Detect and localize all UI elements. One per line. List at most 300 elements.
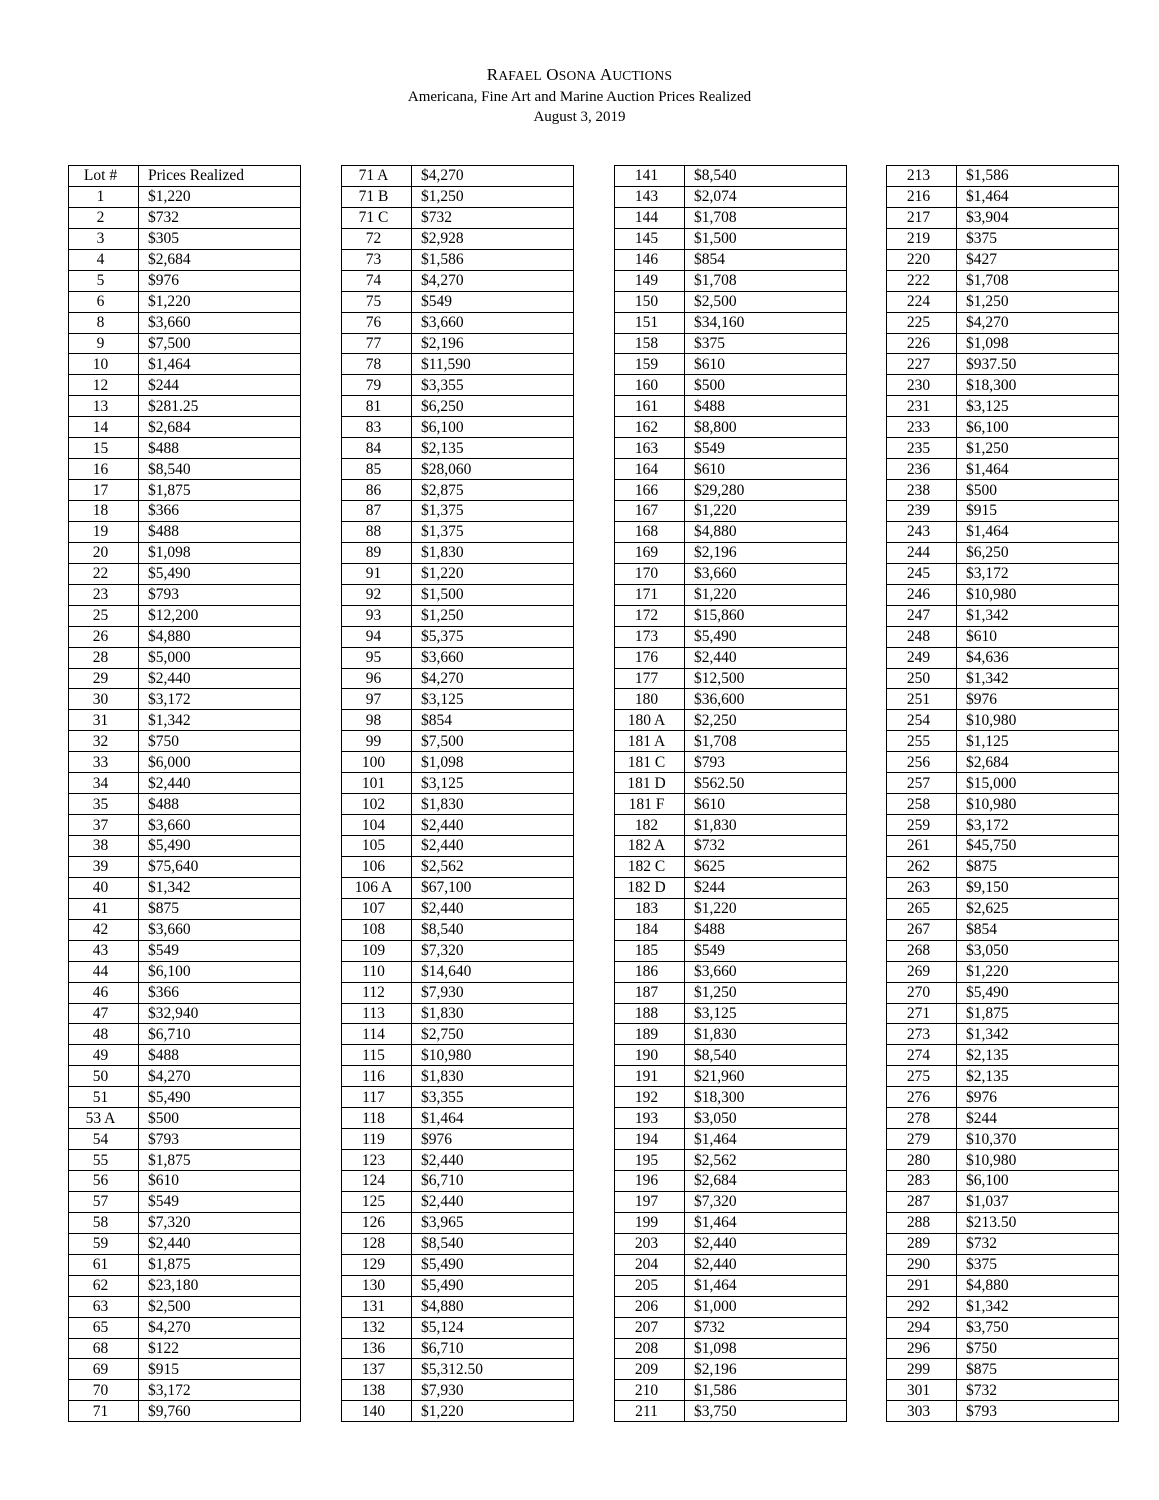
price-realized: $610 <box>685 354 847 375</box>
price-realized: $1,464 <box>957 521 1119 542</box>
table-row <box>69 333 301 354</box>
lot-number: 187 <box>615 982 685 1003</box>
lot-number: 63 <box>69 1296 139 1317</box>
price-realized: $4,636 <box>957 647 1119 668</box>
lot-number: 44 <box>69 961 139 982</box>
table-row <box>887 1003 1119 1024</box>
price-realized: $10,980 <box>957 794 1119 815</box>
table-row <box>342 1233 574 1254</box>
lot-number: 58 <box>69 1212 139 1233</box>
lot-number: 129 <box>342 1254 412 1275</box>
price-realized: $549 <box>139 1191 301 1212</box>
price-realized: $1,220 <box>412 563 574 584</box>
table-row <box>342 1024 574 1045</box>
price-realized: $3,050 <box>685 1108 847 1129</box>
price-realized: $3,660 <box>412 647 574 668</box>
price-realized: $1,342 <box>957 668 1119 689</box>
table-row <box>69 396 301 417</box>
lot-number: 119 <box>342 1129 412 1150</box>
price-realized: $2,928 <box>412 228 574 249</box>
lot-number: 117 <box>342 1087 412 1108</box>
lot-number: 96 <box>342 668 412 689</box>
price-realized: $2,440 <box>139 668 301 689</box>
price-realized: $5,124 <box>412 1317 574 1338</box>
table-row <box>615 773 847 794</box>
lot-number: 180 A <box>615 710 685 731</box>
lot-number: 183 <box>615 898 685 919</box>
table-row <box>887 207 1119 228</box>
lot-number: 49 <box>69 1045 139 1066</box>
table-row <box>69 1108 301 1129</box>
title-initial-2: O <box>546 65 559 84</box>
price-realized: $1,500 <box>412 584 574 605</box>
lot-number: 190 <box>615 1045 685 1066</box>
price-realized: $1,708 <box>685 207 847 228</box>
price-realized: $549 <box>685 940 847 961</box>
price-realized: $244 <box>685 877 847 898</box>
table-row <box>69 1191 301 1212</box>
price-realized: $1,342 <box>139 710 301 731</box>
price-realized: $3,660 <box>139 815 301 836</box>
table-row <box>615 270 847 291</box>
table-row <box>615 1003 847 1024</box>
table-row <box>342 438 574 459</box>
price-realized: $7,320 <box>412 940 574 961</box>
price-realized: $2,135 <box>412 438 574 459</box>
price-realized: $1,250 <box>412 186 574 207</box>
table-row <box>69 1024 301 1045</box>
lot-number: 184 <box>615 919 685 940</box>
table-row <box>69 898 301 919</box>
price-realized: $4,270 <box>957 312 1119 333</box>
price-realized: $976 <box>412 1129 574 1150</box>
lot-number: 137 <box>342 1359 412 1380</box>
lot-number: 141 <box>615 166 685 187</box>
table-row <box>69 1275 301 1296</box>
price-realized: $875 <box>139 898 301 919</box>
lot-number: 23 <box>69 584 139 605</box>
price-realized: $6,100 <box>957 1171 1119 1192</box>
table-row <box>342 521 574 542</box>
price-realized: $2,196 <box>685 542 847 563</box>
lot-number: 197 <box>615 1191 685 1212</box>
lot-number: 258 <box>887 794 957 815</box>
lot-number: 140 <box>342 1401 412 1422</box>
price-realized: $1,830 <box>412 794 574 815</box>
lot-number: 164 <box>615 459 685 480</box>
price-realized: $732 <box>685 1317 847 1338</box>
price-realized: $750 <box>139 731 301 752</box>
lot-number: 20 <box>69 542 139 563</box>
price-realized: $75,640 <box>139 856 301 877</box>
price-realized: $2,440 <box>412 898 574 919</box>
table-row <box>69 417 301 438</box>
lot-number: 98 <box>342 710 412 731</box>
lot-number: 303 <box>887 1401 957 1422</box>
table-row <box>342 207 574 228</box>
table-row <box>69 375 301 396</box>
table-row <box>887 166 1119 187</box>
lot-number: 108 <box>342 919 412 940</box>
table-row <box>615 1212 847 1233</box>
table-row <box>342 773 574 794</box>
lot-number: 247 <box>887 605 957 626</box>
lot-number: 244 <box>887 542 957 563</box>
lot-number: 287 <box>887 1191 957 1212</box>
table-row <box>615 1150 847 1171</box>
table-row <box>615 1401 847 1422</box>
table-row <box>615 794 847 815</box>
lot-header: Lot # <box>69 166 139 187</box>
title-rest-2: SONA <box>558 68 597 83</box>
lot-number: 34 <box>69 773 139 794</box>
price-realized: $5,490 <box>685 626 847 647</box>
price-realized: $488 <box>139 438 301 459</box>
table-row <box>342 291 574 312</box>
price-realized: $1,464 <box>957 459 1119 480</box>
lot-number: 217 <box>887 207 957 228</box>
lot-number: 251 <box>887 689 957 710</box>
price-realized: $2,625 <box>957 898 1119 919</box>
price-realized: $2,875 <box>412 480 574 501</box>
price-realized: $12,500 <box>685 668 847 689</box>
table-row <box>342 1108 574 1129</box>
price-realized: $2,250 <box>685 710 847 731</box>
lot-number: 29 <box>69 668 139 689</box>
price-realized: $875 <box>957 1359 1119 1380</box>
table-row <box>887 249 1119 270</box>
price-realized: $4,270 <box>412 668 574 689</box>
lot-number: 269 <box>887 961 957 982</box>
table-row <box>69 773 301 794</box>
table-row <box>69 961 301 982</box>
price-realized: $28,060 <box>412 459 574 480</box>
lot-number: 239 <box>887 501 957 522</box>
lot-number: 1 <box>69 186 139 207</box>
lot-number: 159 <box>615 354 685 375</box>
price-realized: $18,300 <box>685 1087 847 1108</box>
lot-number: 71 A <box>342 166 412 187</box>
price-realized: $6,100 <box>412 417 574 438</box>
price-realized: $1,098 <box>957 333 1119 354</box>
lot-number: 94 <box>342 626 412 647</box>
table-row <box>887 898 1119 919</box>
table-row <box>887 521 1119 542</box>
table-row <box>887 1401 1119 1422</box>
lot-number: 161 <box>615 396 685 417</box>
lot-number: 158 <box>615 333 685 354</box>
price-realized: $2,135 <box>957 1045 1119 1066</box>
price-realized: $5,490 <box>412 1275 574 1296</box>
lot-number: 109 <box>342 940 412 961</box>
table-row <box>887 605 1119 626</box>
table-row <box>342 1401 574 1422</box>
lot-number: 87 <box>342 501 412 522</box>
lot-number: 79 <box>342 375 412 396</box>
lot-number: 131 <box>342 1296 412 1317</box>
lot-number: 208 <box>615 1338 685 1359</box>
lot-number: 12 <box>69 375 139 396</box>
table-row <box>615 919 847 940</box>
table-row <box>69 940 301 961</box>
price-realized: $1,220 <box>139 291 301 312</box>
table-row <box>615 1233 847 1254</box>
lot-number: 207 <box>615 1317 685 1338</box>
table-row <box>887 856 1119 877</box>
price-realized: $2,440 <box>412 1191 574 1212</box>
table-row <box>887 940 1119 961</box>
table-row <box>342 542 574 563</box>
price-header: Prices Realized <box>139 166 301 187</box>
lot-number: 181 D <box>615 773 685 794</box>
table-row <box>615 1045 847 1066</box>
price-realized: $732 <box>957 1380 1119 1401</box>
price-realized: $1,250 <box>412 605 574 626</box>
lot-number: 199 <box>615 1212 685 1233</box>
table-row <box>887 1171 1119 1192</box>
price-realized: $2,684 <box>685 1171 847 1192</box>
price-realized: $1,220 <box>685 584 847 605</box>
lot-number: 32 <box>69 731 139 752</box>
table-row <box>887 1108 1119 1129</box>
price-realized: $5,000 <box>139 647 301 668</box>
lot-number: 163 <box>615 438 685 459</box>
lot-number: 101 <box>342 773 412 794</box>
table-row <box>69 752 301 773</box>
lot-number: 30 <box>69 689 139 710</box>
price-realized: $34,160 <box>685 312 847 333</box>
lot-number: 236 <box>887 459 957 480</box>
price-realized: $2,562 <box>412 856 574 877</box>
table-row <box>887 1066 1119 1087</box>
lot-number: 61 <box>69 1254 139 1275</box>
lot-number: 73 <box>342 249 412 270</box>
lot-number: 151 <box>615 312 685 333</box>
lot-number: 162 <box>615 417 685 438</box>
table-row <box>615 312 847 333</box>
table-row <box>69 1066 301 1087</box>
price-realized: $1,125 <box>957 731 1119 752</box>
table-row <box>615 961 847 982</box>
price-realized: $8,540 <box>412 1233 574 1254</box>
price-realized: $1,586 <box>957 166 1119 187</box>
price-realized: $45,750 <box>957 836 1119 857</box>
lot-number: 301 <box>887 1380 957 1401</box>
lot-number: 150 <box>615 291 685 312</box>
price-realized: $4,270 <box>412 270 574 291</box>
table-row <box>887 1275 1119 1296</box>
price-realized: $6,250 <box>957 542 1119 563</box>
table-row <box>342 501 574 522</box>
table-row <box>69 1380 301 1401</box>
lot-number: 226 <box>887 333 957 354</box>
lot-number: 106 <box>342 856 412 877</box>
lot-number: 40 <box>69 877 139 898</box>
table-row <box>342 375 574 396</box>
price-realized: $3,355 <box>412 1087 574 1108</box>
table-row <box>342 166 574 187</box>
price-realized: $1,375 <box>412 521 574 542</box>
table-row <box>342 1045 574 1066</box>
lot-number: 245 <box>887 563 957 584</box>
lot-number: 149 <box>615 270 685 291</box>
table-row <box>887 291 1119 312</box>
lot-number: 138 <box>342 1380 412 1401</box>
table-row <box>615 396 847 417</box>
price-realized: $15,000 <box>957 773 1119 794</box>
table-row <box>615 668 847 689</box>
table-row <box>342 647 574 668</box>
price-realized: $3,660 <box>139 919 301 940</box>
lot-number: 181 A <box>615 731 685 752</box>
table-row <box>615 438 847 459</box>
table-row <box>887 1296 1119 1317</box>
price-realized: $5,490 <box>139 1087 301 1108</box>
table-row <box>342 1003 574 1024</box>
table-row <box>887 1087 1119 1108</box>
lot-number: 113 <box>342 1003 412 1024</box>
price-realized: $915 <box>957 501 1119 522</box>
table-row <box>69 982 301 1003</box>
table-row <box>615 501 847 522</box>
lot-number: 274 <box>887 1045 957 1066</box>
table-row <box>615 354 847 375</box>
price-realized: $366 <box>139 501 301 522</box>
lot-number: 216 <box>887 186 957 207</box>
table-row <box>615 877 847 898</box>
price-realized: $3,355 <box>412 375 574 396</box>
lot-number: 171 <box>615 584 685 605</box>
price-realized: $500 <box>685 375 847 396</box>
title-initial-3: A <box>599 65 613 84</box>
price-realized: $1,464 <box>957 186 1119 207</box>
price-realized: $2,562 <box>685 1150 847 1171</box>
price-realized: $1,464 <box>685 1275 847 1296</box>
price-realized: $3,750 <box>957 1317 1119 1338</box>
lot-number: 248 <box>887 626 957 647</box>
table-header-row <box>69 166 301 187</box>
lot-number: 145 <box>615 228 685 249</box>
lot-number: 230 <box>887 375 957 396</box>
prices-table-col-1 <box>68 165 301 1422</box>
table-row <box>887 1212 1119 1233</box>
table-row <box>69 1003 301 1024</box>
table-row <box>887 584 1119 605</box>
table-row <box>342 919 574 940</box>
table-row <box>615 1296 847 1317</box>
table-row <box>342 396 574 417</box>
table-row <box>887 1359 1119 1380</box>
price-realized: $549 <box>412 291 574 312</box>
lot-number: 213 <box>887 166 957 187</box>
table-row <box>69 1338 301 1359</box>
lot-number: 276 <box>887 1087 957 1108</box>
lot-number: 13 <box>69 396 139 417</box>
price-realized: $8,540 <box>685 1045 847 1066</box>
table-row <box>69 919 301 940</box>
table-row <box>69 270 301 291</box>
table-row <box>887 438 1119 459</box>
lot-number: 185 <box>615 940 685 961</box>
lot-number: 5 <box>69 270 139 291</box>
table-row <box>342 1317 574 1338</box>
table-row <box>69 249 301 270</box>
price-realized: $281.25 <box>139 396 301 417</box>
price-realized: $1,586 <box>412 249 574 270</box>
lot-number: 70 <box>69 1380 139 1401</box>
lot-number: 51 <box>69 1087 139 1108</box>
table-row <box>342 228 574 249</box>
table-row <box>887 689 1119 710</box>
lot-number: 225 <box>887 312 957 333</box>
price-realized: $5,490 <box>412 1254 574 1275</box>
lot-number: 256 <box>887 752 957 773</box>
price-realized: $2,440 <box>685 1233 847 1254</box>
lot-number: 210 <box>615 1380 685 1401</box>
lot-number: 37 <box>69 815 139 836</box>
price-realized: $1,250 <box>957 438 1119 459</box>
prices-table-col-2 <box>341 165 574 1422</box>
price-realized: $7,500 <box>412 731 574 752</box>
table-row <box>887 1191 1119 1212</box>
lot-number: 278 <box>887 1108 957 1129</box>
table-row <box>887 961 1119 982</box>
price-realized: $1,830 <box>412 542 574 563</box>
price-realized: $549 <box>685 438 847 459</box>
price-realized: $2,500 <box>139 1296 301 1317</box>
lot-number: 192 <box>615 1087 685 1108</box>
lot-number: 10 <box>69 354 139 375</box>
lot-number: 85 <box>342 459 412 480</box>
price-realized: $14,640 <box>412 961 574 982</box>
table-row <box>615 291 847 312</box>
price-realized: $3,050 <box>957 940 1119 961</box>
lot-number: 46 <box>69 982 139 1003</box>
lot-number: 55 <box>69 1150 139 1171</box>
lot-number: 291 <box>887 1275 957 1296</box>
table-row <box>615 605 847 626</box>
lot-number: 194 <box>615 1129 685 1150</box>
lot-number: 280 <box>887 1150 957 1171</box>
lot-number: 41 <box>69 898 139 919</box>
lot-number: 112 <box>342 982 412 1003</box>
price-realized: $3,125 <box>412 689 574 710</box>
price-realized: $1,220 <box>685 898 847 919</box>
price-realized: $9,760 <box>139 1401 301 1422</box>
price-realized: $1,342 <box>957 1296 1119 1317</box>
price-realized: $6,250 <box>412 396 574 417</box>
price-realized: $1,875 <box>139 480 301 501</box>
lot-number: 289 <box>887 1233 957 1254</box>
table-row <box>887 354 1119 375</box>
price-realized: $1,464 <box>685 1212 847 1233</box>
table-row <box>887 1317 1119 1338</box>
lot-number: 22 <box>69 563 139 584</box>
price-realized: $10,980 <box>412 1045 574 1066</box>
price-realized: $2,440 <box>685 1254 847 1275</box>
lot-number: 72 <box>342 228 412 249</box>
price-realized: $2,750 <box>412 1024 574 1045</box>
lot-number: 9 <box>69 333 139 354</box>
lot-number: 196 <box>615 1171 685 1192</box>
lot-number: 59 <box>69 1233 139 1254</box>
lot-number: 231 <box>887 396 957 417</box>
price-realized: $29,280 <box>685 480 847 501</box>
table-row <box>615 752 847 773</box>
table-row <box>342 877 574 898</box>
table-row <box>887 1150 1119 1171</box>
table-row <box>69 1296 301 1317</box>
